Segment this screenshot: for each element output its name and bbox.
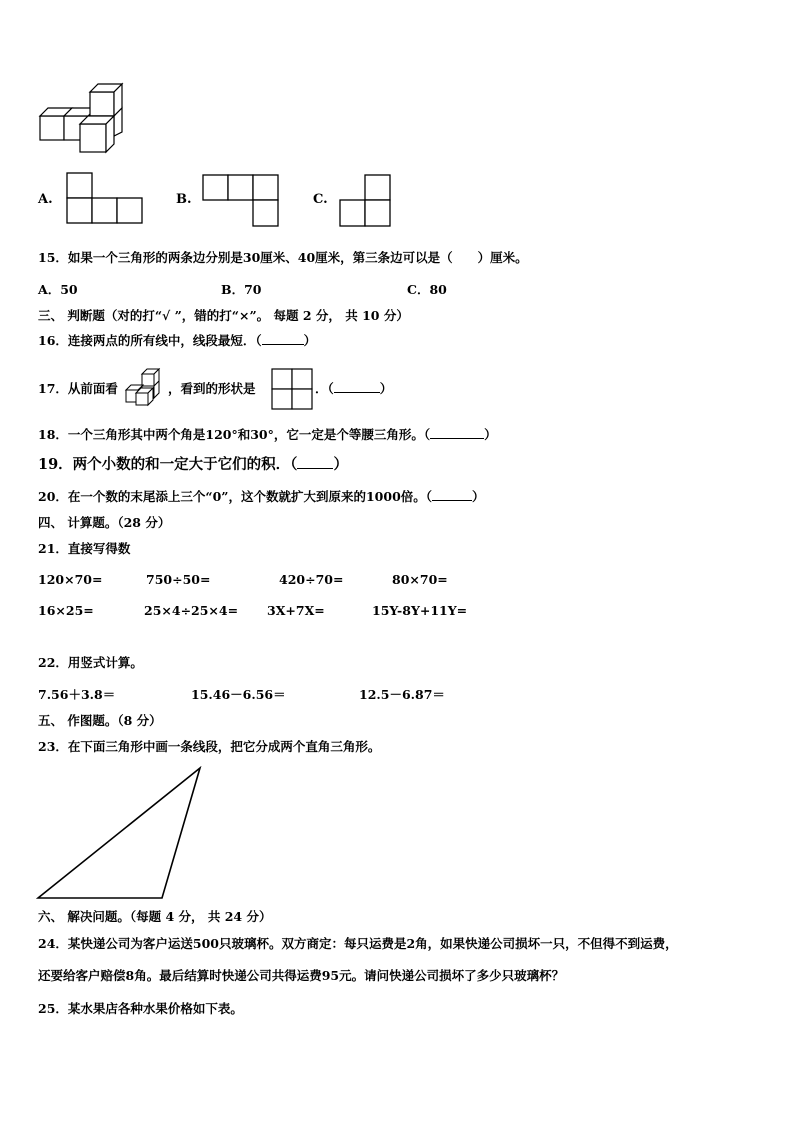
q15-option-c: C．80: [407, 282, 447, 297]
q23-text: 23．在下面三角形中画一条线段，把它分成两个直角三角形。: [38, 739, 381, 754]
section-6-heading: 六、 解决问题。（每题 4 分， 共 24 分）: [38, 909, 272, 924]
q15-option-a: A．50: [38, 282, 78, 297]
triangle-figure[interactable]: [36, 766, 204, 902]
q21-r1-c2: 750÷50=: [146, 572, 211, 587]
q22-item-2: 15.46－6.56＝: [191, 687, 286, 702]
q19-text: 19．两个小数的和一定大于它们的积．（: [38, 456, 298, 473]
q18: [38, 427, 497, 443]
q21-r1-c3: 420÷70=: [279, 572, 344, 587]
q15-stem: 15．如果一个三角形的两条边分别是30厘米、40厘米，第三条边可以是（ ）厘米。: [38, 250, 528, 265]
q20-close: ）: [472, 489, 485, 504]
q16-answer-blank[interactable]: [262, 344, 304, 345]
q20: [38, 489, 485, 505]
q16-close: ）: [303, 333, 317, 348]
option-c-label: C.: [313, 192, 328, 207]
option-a-view: [66, 172, 144, 224]
q20-answer-blank[interactable]: [432, 500, 472, 501]
cube-stack-figure: [38, 82, 130, 156]
q17-close: ）: [379, 381, 393, 396]
q18-close: ）: [484, 427, 497, 442]
q17-prefix: 17．从前面看: [38, 381, 118, 396]
q19: [38, 457, 348, 473]
q22-item-1: 7.56＋3.8＝: [38, 687, 116, 702]
q17-answer-blank[interactable]: [334, 392, 380, 393]
q17-cubes-figure: [124, 368, 164, 408]
section-4-heading: 四、 计算题。（28 分）: [38, 515, 171, 530]
q25-text: 25．某水果店各种水果价格如下表。: [38, 1001, 243, 1016]
q16: [38, 333, 316, 349]
q17-suffix-text: ．（: [315, 381, 334, 396]
option-a-label: A.: [38, 192, 53, 207]
q17-middle: ，看到的形状是: [168, 381, 256, 396]
q17-suffix: [315, 381, 392, 397]
q18-answer-blank[interactable]: [430, 438, 484, 439]
q19-close: ）: [333, 456, 348, 473]
q16-text: 16．连接两点的所有线中，线段最短．（: [38, 333, 262, 348]
q15-option-b: B．70: [221, 282, 262, 297]
q24-line-1: 24．某快递公司为客户运送500只玻璃杯。双方商定：每只运费是2角，如果快递公司损坏一只，不但得不到运费，: [38, 936, 678, 951]
q17-front-view: [271, 368, 315, 410]
q21-r1-c1: 120×70=: [38, 572, 103, 587]
q21-r2-c4: 15Y-8Y+11Y=: [372, 603, 468, 618]
q21-r2-c3: 3X+7X=: [267, 603, 325, 618]
option-b-label: B.: [176, 192, 192, 207]
option-b-view: [202, 174, 280, 228]
q19-answer-blank[interactable]: [297, 468, 333, 469]
section-3-heading: 三、 判断题（对的打“√ ”，错的打“×”。 每题 2 分， 共 10 分）: [38, 308, 409, 323]
q21-title: 21．直接写得数: [38, 541, 131, 556]
q21-r2-c2: 25×4÷25×4=: [144, 603, 239, 618]
q22-item-3: 12.5－6.87＝: [359, 687, 445, 702]
q21-r1-c4: 80×70=: [392, 572, 448, 587]
option-c-view: [339, 174, 393, 228]
q21-r2-c1: 16×25=: [38, 603, 94, 618]
q24-line-2: 还要给客户赔偿8角。最后结算时快递公司共得运费95元。请问快递公司损坏了多少只玻璃杯？: [38, 968, 565, 983]
q18-text: 18．一个三角形其中两个角是120°和30°，它一定是个等腰三角形。（: [38, 427, 431, 442]
q20-text: 20．在一个数的末尾添上三个“0”，这个数就扩大到原来的1000倍。（: [38, 489, 433, 504]
q22-title: 22．用竖式计算。: [38, 655, 143, 670]
section-5-heading: 五、 作图题。（8 分）: [38, 713, 162, 728]
